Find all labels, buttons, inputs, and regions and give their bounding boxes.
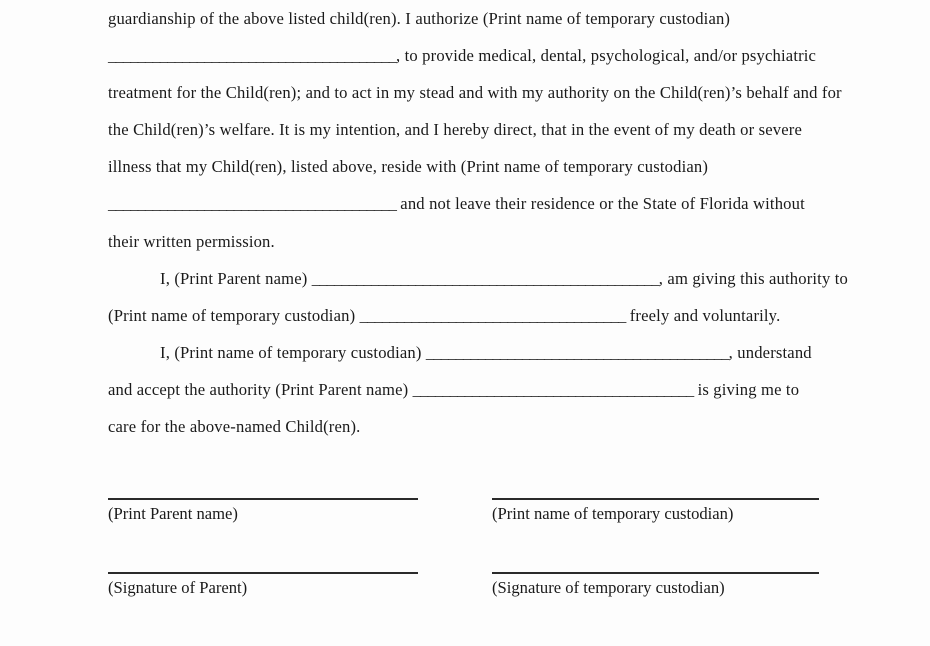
line-8-pre-text: I, (Print Parent name) (160, 268, 312, 288)
paragraph-line-1 (108, 0, 846, 37)
signature-caption: (Print name of temporary custodian) (492, 504, 734, 523)
line-5-text: illness that my Child(ren), listed above, reside with (Print name of temporary custodian) (108, 157, 709, 177)
paragraph-line-8 (108, 260, 846, 297)
paragraph-line-5 (108, 148, 846, 185)
line-9-pre-text: (Print name of temporary custodian) (108, 305, 360, 325)
line-7-text: their written permission. (108, 231, 275, 251)
signature-field-custodian-signature[interactable] (492, 572, 820, 600)
line-2-text: , to provide medical, dental, psychological, and/or psychiatric (395, 46, 817, 66)
line-6-text: and not leave their residence or the State of Florida without (395, 194, 805, 214)
document-body-text (108, 0, 846, 445)
signature-block (108, 498, 846, 646)
signature-caption: (Print Parent name) (108, 504, 238, 523)
line-9-post-text: freely and voluntarily. (625, 305, 781, 325)
line-12-text: care for the above-named Child(ren). (108, 417, 361, 437)
signature-field-print-parent-name[interactable] (108, 498, 418, 526)
signature-field-parent-signature[interactable] (108, 572, 418, 600)
paragraph-line-11 (108, 371, 846, 408)
paragraph-line-4 (108, 111, 846, 148)
signature-row-print-names (108, 498, 846, 572)
paragraph-line-7 (108, 223, 846, 260)
paragraph-line-3 (108, 74, 846, 111)
fill-in-blank-custodian-1[interactable]: _______________________________________ (108, 46, 396, 66)
line-11-post-text: is giving me to (693, 379, 800, 399)
line-3-text: treatment for the Child(ren); and to act in my stead and with my authority on the Child(ren)’s behalf and for (108, 83, 842, 103)
line-11-pre-text: and accept the authority (Print Parent name) (108, 379, 413, 399)
paragraph-line-12 (108, 408, 846, 445)
fill-in-blank-custodian-2[interactable]: _______________________________________ (108, 194, 396, 214)
paragraph-line-6 (108, 185, 846, 222)
paragraph-line-2 (108, 37, 846, 74)
signature-row-signatures (108, 572, 846, 646)
line-8-post-text: , am giving this authority to (658, 268, 848, 288)
paragraph-line-10 (108, 334, 846, 371)
line-10-pre-text: I, (Print name of temporary custodian) (160, 342, 426, 362)
line-1-text: guardianship of the above listed child(ren). I authorize (Print name of temporary custodian) (108, 9, 731, 28)
signature-caption: (Signature of temporary custodian) (492, 578, 725, 597)
line-10-post-text: , understand (728, 342, 812, 362)
fill-in-blank-custodian-4[interactable]: _________________________________________ (425, 342, 729, 362)
signature-field-print-custodian-name[interactable] (492, 498, 820, 526)
signature-caption: (Signature of Parent) (108, 578, 248, 597)
line-4-text: the Child(ren)’s welfare. It is my intention, and I hereby direct, that in the event of my death or severe (108, 120, 803, 140)
fill-in-blank-parent-name-2[interactable]: ______________________________________ (412, 379, 694, 399)
paragraph-line-9 (108, 297, 846, 334)
fill-in-blank-custodian-3[interactable]: ____________________________________ (359, 305, 626, 325)
fill-in-blank-parent-name-1[interactable]: _______________________________________________ (311, 268, 659, 288)
